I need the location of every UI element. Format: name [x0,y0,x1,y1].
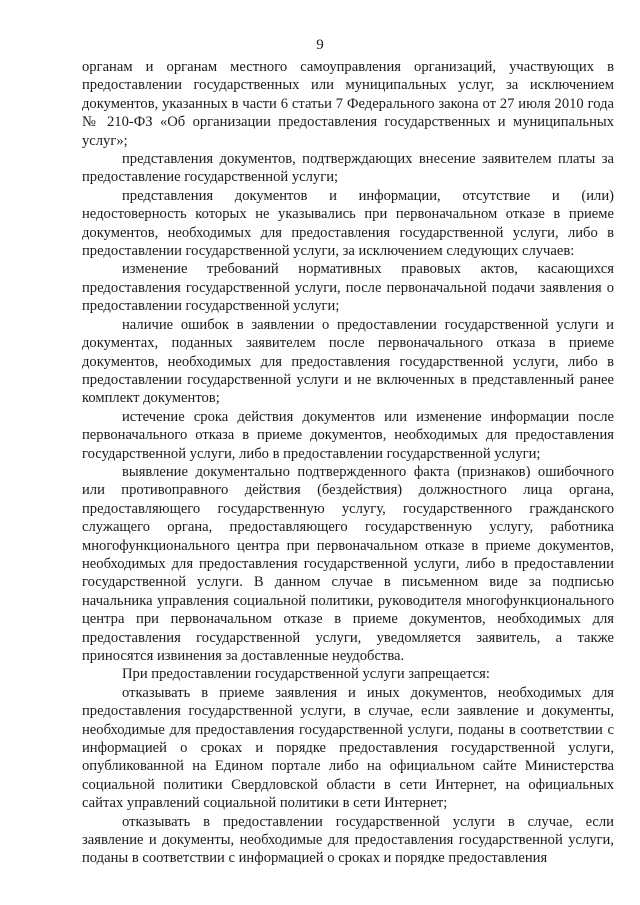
body-text [82,58,614,868]
paragraph: При предоставлении государственной услуги запрещается: [122,666,490,683]
paragraph: представления документов, подтверждающих внесение заявителем платы за предоставление государственной услуги; [82,151,614,186]
paragraph: изменение требований нормативных правовых актов, касающихся предоставления государственной услуги, после первоначальной подачи заявления о предоставлении государственной услуги; [82,261,614,315]
paragraph: отказывать в предоставлении государственной услуги в случае, если заявление и документы, необходимые для предоставления государственной услуги, поданы в соответствии с информацией о сроках и порядке предоставления [82,813,614,867]
paragraph: истечение срока действия документов или изменение информации после первоначального отказа в приеме документов, необходимых для предоставления государственной услуги, либо в предоставлении государственной услуги; [82,408,614,462]
paragraph: отказывать в приеме заявления и иных документов, необходимых для предоставления государственной услуги, в случае, если заявление и документы, необходимые для предоставления государственной услуги, поданы в соответствии с информацией о сроках и порядке предоставления государственной услуги, опубликованной на Едином портале либо на официальном сайте Министерства социальной политики Свердловской области в сети Интернет, на официальных сайтах управлений социальной политики в сети Интернет; [82,684,614,812]
paragraph: представления документов и информации, отсутствие и (или) недостоверность которых не указывались при первоначальном отказе в приеме документов, необходимых для предоставления государственной услуги, либо в предоставлении государственной услуги, за исключением следующих случаев: [82,187,614,260]
page-number: 9 [316,37,324,53]
paragraph: наличие ошибок в заявлении о предоставлении государственной услуги и документах, поданных заявителем после первоначального отказа в приеме документов, необходимых для предоставления государственной услуги, либо в предоставлении государственной услуги и не включенных в представленный ранее комплект документов; [82,316,614,407]
paragraph: органам и органам местного самоуправления организаций, участвующих в предоставлении государственных или муниципальных услуг, за исключением документов, указанных в части 6 статьи 7 Федерального закона от 27 июля 2010 года № 210-ФЗ «Об организации предоставления государственных и муниципальных услуг»; [82,59,614,149]
paragraph: выявление документально подтвержденного факта (признаков) ошибочного или противоправного действия (бездействия) должностного лица органа, предоставляющего государственную услугу, государственного гражданского служащего органа, предоставляющего государственную услугу, работника многофункционального центра при первоначальном отказе в приеме документов, необходимых для предоставления государственной услуги, либо в предоставлении государственной услуги. В данном случае в письменном виде за подписью начальника управления социальной политики, руководителя многофункционального центра при первоначальном отказе в приеме документов, необходимых для предоставления государственной услуги, уведомляется заявитель, а также приносятся извинения за доставленные неудобства. [82,463,614,664]
